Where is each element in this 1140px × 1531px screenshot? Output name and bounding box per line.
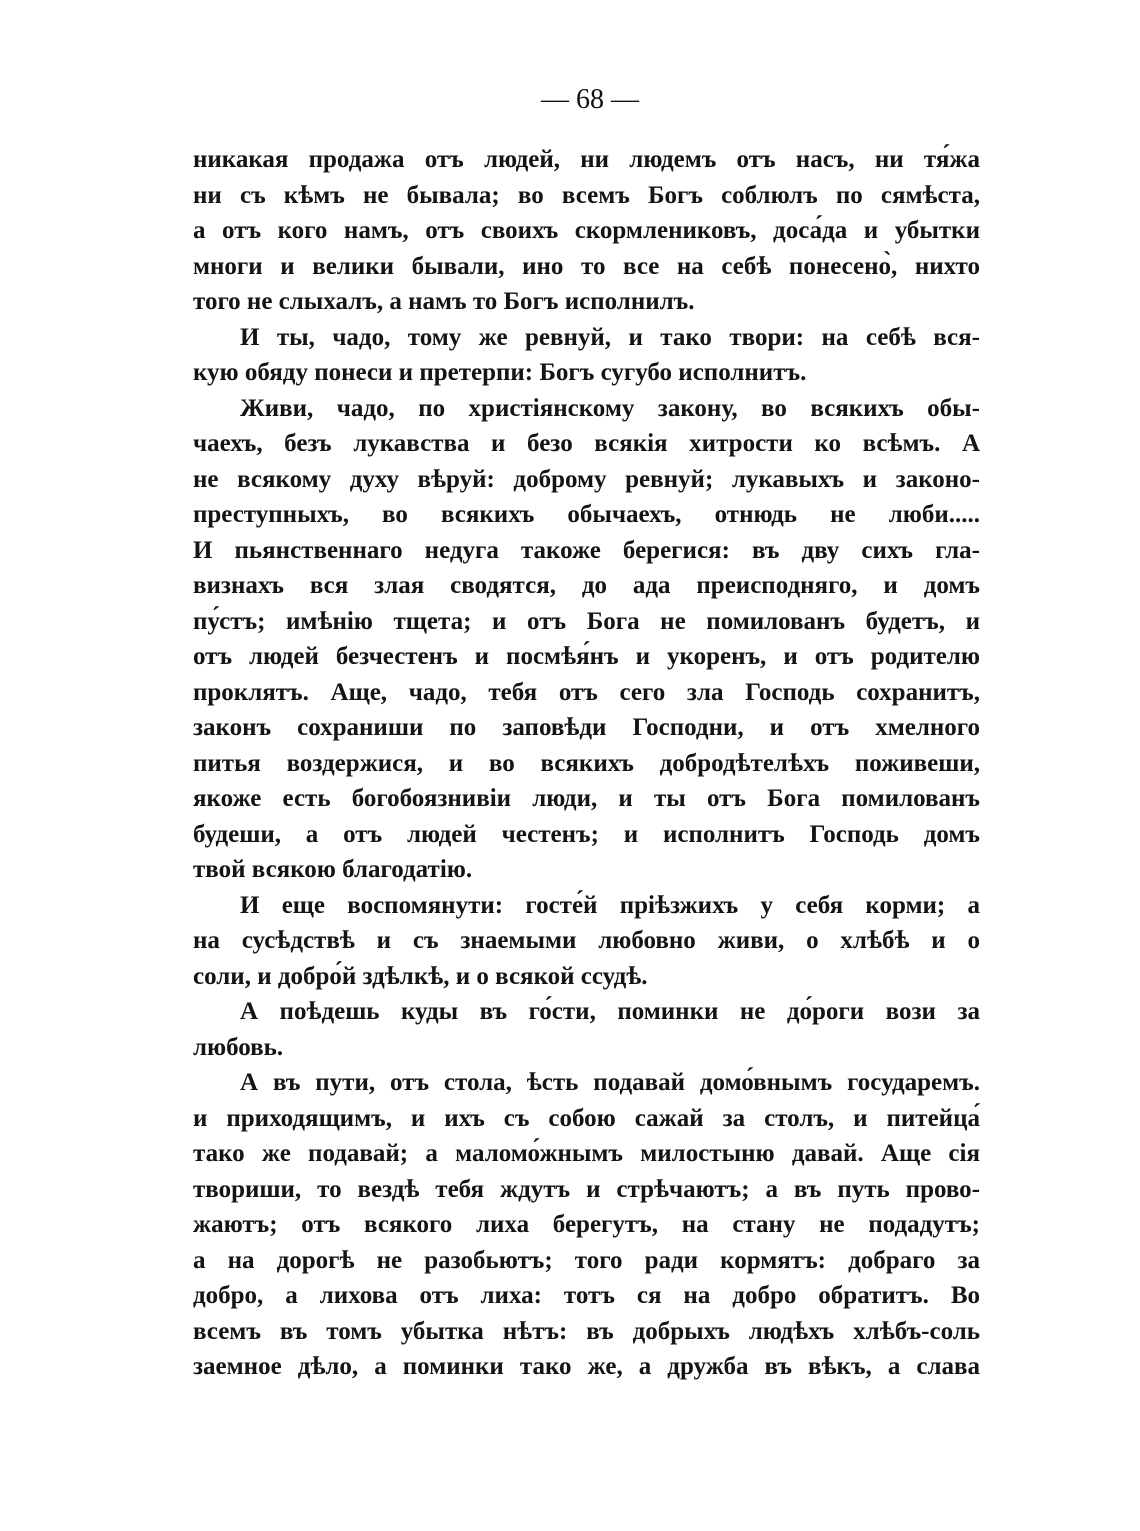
text-line: не всякому духу вѣруй: доброму ревнуй; лукавыхъ и законо- — [193, 465, 980, 493]
text-line: преступныхъ, во всякихъ обычаехъ, отнюдь не люби..... — [193, 501, 980, 528]
text-line: проклятъ. Аще, чадо, тебя отъ сего зла Господь сохранитъ, — [193, 678, 980, 706]
paragraph-first-line: И ты, чадо, тому же ревнуй, и тако твори: на себѣ вся- — [240, 323, 980, 351]
text-line: чаехъ, безъ лукавства и безо всякія хитрости ко всѣмъ. А — [193, 430, 980, 457]
text-line: любовь. — [193, 1033, 284, 1061]
text-line: И пьянственнаго недуга такоже берегися: въ дву сихъ гла- — [193, 536, 980, 564]
text-line: всемъ въ томъ убытка нѣтъ: въ добрыхъ людѣхъ хлѣбъ-соль — [193, 1317, 980, 1345]
text-line: добро, а лихова отъ лиха: тотъ ся на добро обратитъ. Во — [193, 1282, 980, 1309]
page-number: — 68 — — [541, 84, 639, 115]
text-line: многи и велики бывали, ино то все на себѣ понесено̀, нихто — [193, 252, 980, 280]
text-line: пу́стъ; имѣнію тщета; и отъ Бога не помилованъ будетъ, и — [193, 607, 980, 635]
paragraph-first-line: никакая продажа отъ людей, ни людемъ отъ насъ, ни тя́жа — [193, 146, 980, 173]
text-line: законъ сохраниши по заповѣди Господни, и отъ хмелного — [193, 714, 980, 741]
text-line: соли, и добро́й здѣлкѣ, и о всякой ссудѣ. — [193, 962, 648, 990]
paragraph-first-line: Живи, чадо, по христіянскому закону, во всякихъ обы- — [240, 394, 980, 422]
text-line: твориши, то вездѣ тебя ждутъ и стрѣчаютъ; а въ путь прово- — [193, 1175, 980, 1203]
text-line: визнахъ вся злая сводятся, до ада преисподняго, и домъ — [193, 572, 980, 599]
paragraph-first-line: А въ пути, отъ стола, ѣсть подавай домо́внымъ государемъ. — [240, 1069, 980, 1096]
paragraph-first-line: И еще воспомянути: госте́й пріѣзжихъ у себя корми; а — [240, 891, 980, 919]
text-line: на сусѣдствѣ и съ знаемыми любовно живи, о хлѣбѣ и о — [193, 927, 980, 954]
text-line: питья воздержися, и во всякихъ добродѣтелѣхъ поживеши, — [193, 749, 980, 777]
text-line: тако же подавай; а маломо́жнымъ милостыню давай. Аще сія — [193, 1140, 980, 1167]
text-line: а отъ кого намъ, отъ своихъ скормлениковъ, доса́да и убытки — [193, 217, 980, 244]
text-line: якоже есть богобоязнивіи люди, и ты отъ Бога помилованъ — [193, 785, 980, 812]
text-line: ни съ кѣмъ не бывала; во всемъ Богъ соблюлъ по сямѣста, — [193, 181, 980, 209]
text-line: и приходящимъ, и ихъ съ собою сажай за столъ, и питейца́ — [193, 1104, 980, 1132]
text-line: твой всякою благодатію. — [193, 856, 473, 883]
text-line: отъ людей безчестенъ и посмѣя́нъ и укоренъ, и отъ родителю — [193, 643, 980, 670]
text-line: жаютъ; отъ всякого лиха берегутъ, на стану не подадутъ; — [193, 1211, 980, 1238]
text-line: а на дорогѣ не разобьютъ; того ради кормятъ: добраго за — [193, 1246, 980, 1274]
text-line: заемное дѣло, а поминки тако же, а дружба въ вѣкъ, а слава — [193, 1353, 980, 1380]
text-line: того не слыхалъ, а намъ то Богъ исполнилъ. — [193, 288, 695, 315]
text-line: будеши, а отъ людей честенъ; и исполнитъ Господь домъ — [193, 820, 980, 848]
paragraph-first-line: А поѣдешь куды въ го́сти, поминки не до́роги вози за — [240, 998, 980, 1025]
text-line: кую обяду понеси и претерпи: Богъ сугубо исполнитъ. — [193, 359, 807, 386]
